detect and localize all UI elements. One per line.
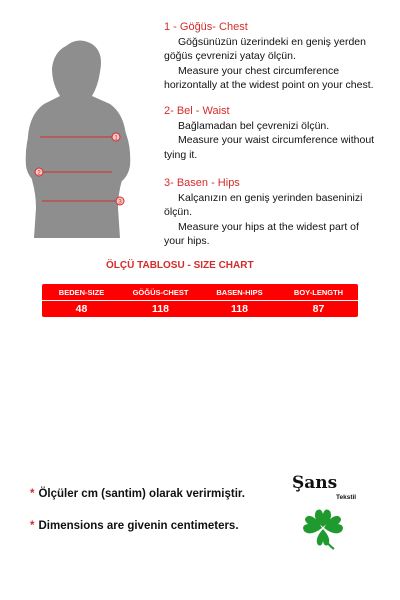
hips-heading: 3- Basen - Hips — [164, 177, 240, 189]
mannequin-shape — [28, 40, 127, 238]
hips-en-line-2: your hips. — [164, 235, 210, 247]
chest-heading: 1 - Göğüs- Chest — [164, 21, 248, 33]
hips-en-line-1: Measure your hips at the widest part of — [178, 220, 359, 233]
note-star-2: * — [30, 520, 35, 532]
four-leaf-clover-icon — [300, 507, 346, 551]
header-size: BEDEN-SIZE — [58, 287, 105, 297]
brand-subtitle: Tekstil — [336, 494, 357, 501]
waist-en-line-2: tying it. — [164, 148, 198, 161]
hips-guide — [164, 176, 394, 249]
value-hips: 118 — [231, 303, 248, 315]
size-table-header-row — [42, 284, 358, 301]
chest-tr-line-2: göğüs çevrenizi yatay ölçün. — [164, 50, 296, 62]
size-chart-title: ÖLÇÜ TABLOSU - SIZE CHART — [106, 260, 254, 271]
note-english — [30, 520, 239, 532]
value-length: 87 — [312, 303, 325, 315]
chest-tr-line-1: Göğsünüzün üzerindeki en geniş yerden — [178, 35, 366, 48]
waist-marker-number: 2 — [37, 170, 41, 177]
size-table-row — [42, 301, 358, 317]
note-star-1: * — [30, 488, 35, 500]
hips-marker-number: 3 — [118, 199, 122, 206]
size-table — [42, 284, 358, 317]
chest-en-line-1: Measure your chest circumference — [178, 64, 340, 77]
hips-tr-line-1: Kalçanızın en geniş yerinden baseninizi — [178, 191, 363, 204]
brand-name: Şans — [292, 473, 338, 493]
header-length: BOY-LENGTH — [293, 287, 344, 297]
chest-en-line-2: horizontally at the widest point on your chest. — [164, 79, 374, 91]
waist-heading: 2- Bel - Waist — [164, 105, 230, 117]
brand-logo — [292, 473, 372, 553]
chest-guide — [164, 20, 394, 93]
body-silhouette — [14, 38, 159, 238]
chest-marker-number: 1 — [114, 135, 118, 142]
waist-en-line-1: Measure your waist circumference without — [178, 134, 375, 146]
value-size: 48 — [75, 303, 88, 315]
note-english-text: Dimensions are givenin centimeters. — [38, 520, 239, 532]
hips-tr-line-2: ölçün. — [164, 206, 193, 218]
waist-guide — [164, 104, 394, 162]
value-chest: 118 — [152, 303, 169, 315]
header-chest: GÖĞÜS-CHEST — [132, 287, 189, 297]
note-turkish-text: Ölçüler cm (santim) olarak verirmiştir. — [38, 488, 245, 500]
waist-tr-line-1: Bağlamadan bel çevrenizi ölçün. — [178, 119, 330, 132]
note-turkish — [30, 488, 245, 500]
header-hips: BASEN-HIPS — [216, 287, 263, 297]
